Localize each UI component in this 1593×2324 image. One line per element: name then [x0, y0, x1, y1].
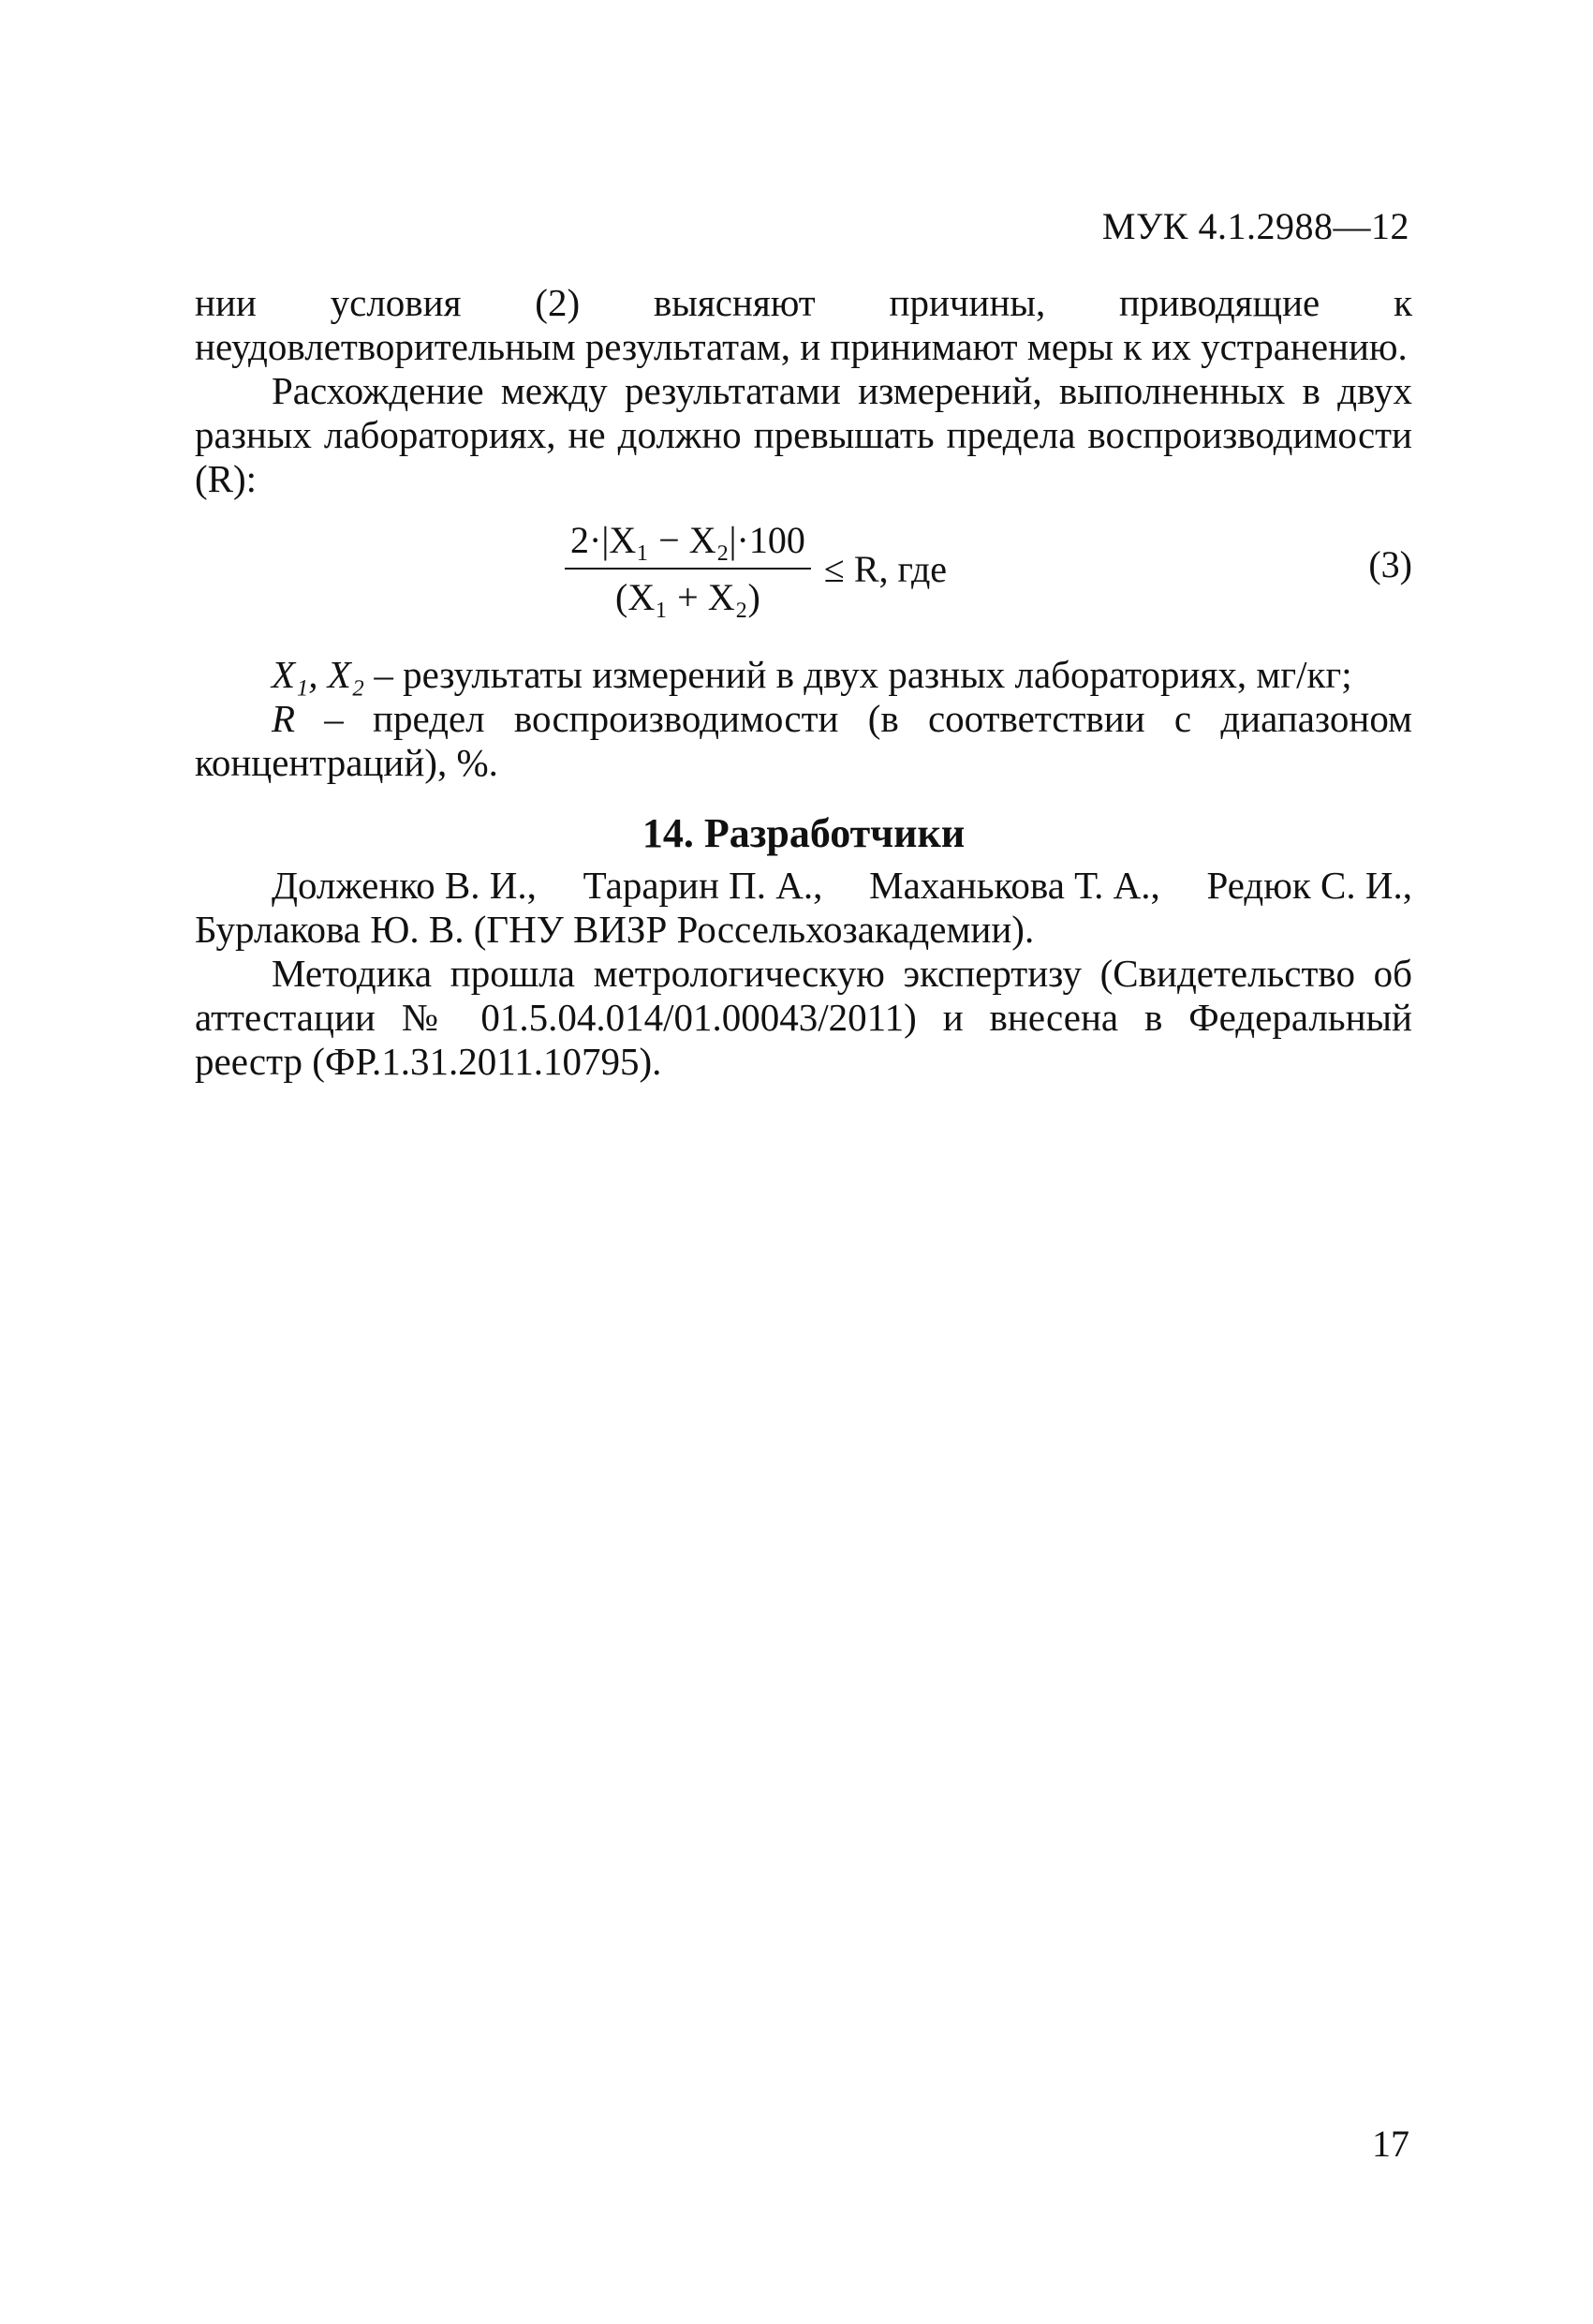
paragraph-reproducibility: Расхождение между результатами измерений, выполненных в двух разных лабораториях, не должно превышать предела воспроизводимости (R):	[195, 369, 1412, 500]
paragraph-certification: Методика прошла метрологическую экспертизу (Свидетельство об аттестации № 01.5.04.014/01.00043/2011) и внесена в Федеральный реестр (ФР.1.31.2011.10795).	[195, 952, 1412, 1083]
definition-text: – результаты измерений в двух разных лабораториях, мг/кг;	[364, 653, 1352, 696]
author-name: Долженко В. И.,	[272, 864, 537, 907]
formula-fraction	[565, 518, 811, 619]
definition-symbol: X₁, X₂	[272, 653, 365, 696]
author-name: Маханькова Т. А.,	[869, 864, 1160, 907]
author-name: Тарарин П. А.,	[583, 864, 823, 907]
document-code-header: МУК 4.1.2988—12	[1101, 205, 1409, 247]
formula-block	[195, 507, 1412, 647]
definition-r	[195, 697, 1412, 785]
author-name: Редюк С. И.,	[1206, 864, 1412, 907]
definition-symbol: R	[272, 697, 296, 740]
authors-line-2: Бурлакова Ю. В. (ГНУ ВИЗР Россельхозакадемии).	[195, 908, 1035, 951]
reproducibility-formula	[565, 518, 947, 619]
formula-relation: ≤ R, где	[823, 547, 948, 590]
definition-x1-x2	[195, 653, 1412, 697]
formula-numerator: 2·|X₁ − X₂|·100	[565, 518, 811, 570]
page-body	[195, 281, 1412, 1084]
definition-text: – предел воспроизводимости (в соответствии с диапазоном концентраций), %.	[195, 697, 1412, 784]
equation-number: (3)	[1368, 543, 1412, 585]
section-title: 14. Разработчики	[642, 810, 966, 856]
authors-line	[195, 864, 1412, 908]
formula-denominator: (X₁ + X₂)	[615, 576, 760, 618]
paragraph-continuation: нии условия (2) выясняют причины, приводящие к неудовлетворительным результатам, и принимают меры к их устранению.	[195, 281, 1412, 368]
page-number: 17	[1372, 2123, 1409, 2165]
